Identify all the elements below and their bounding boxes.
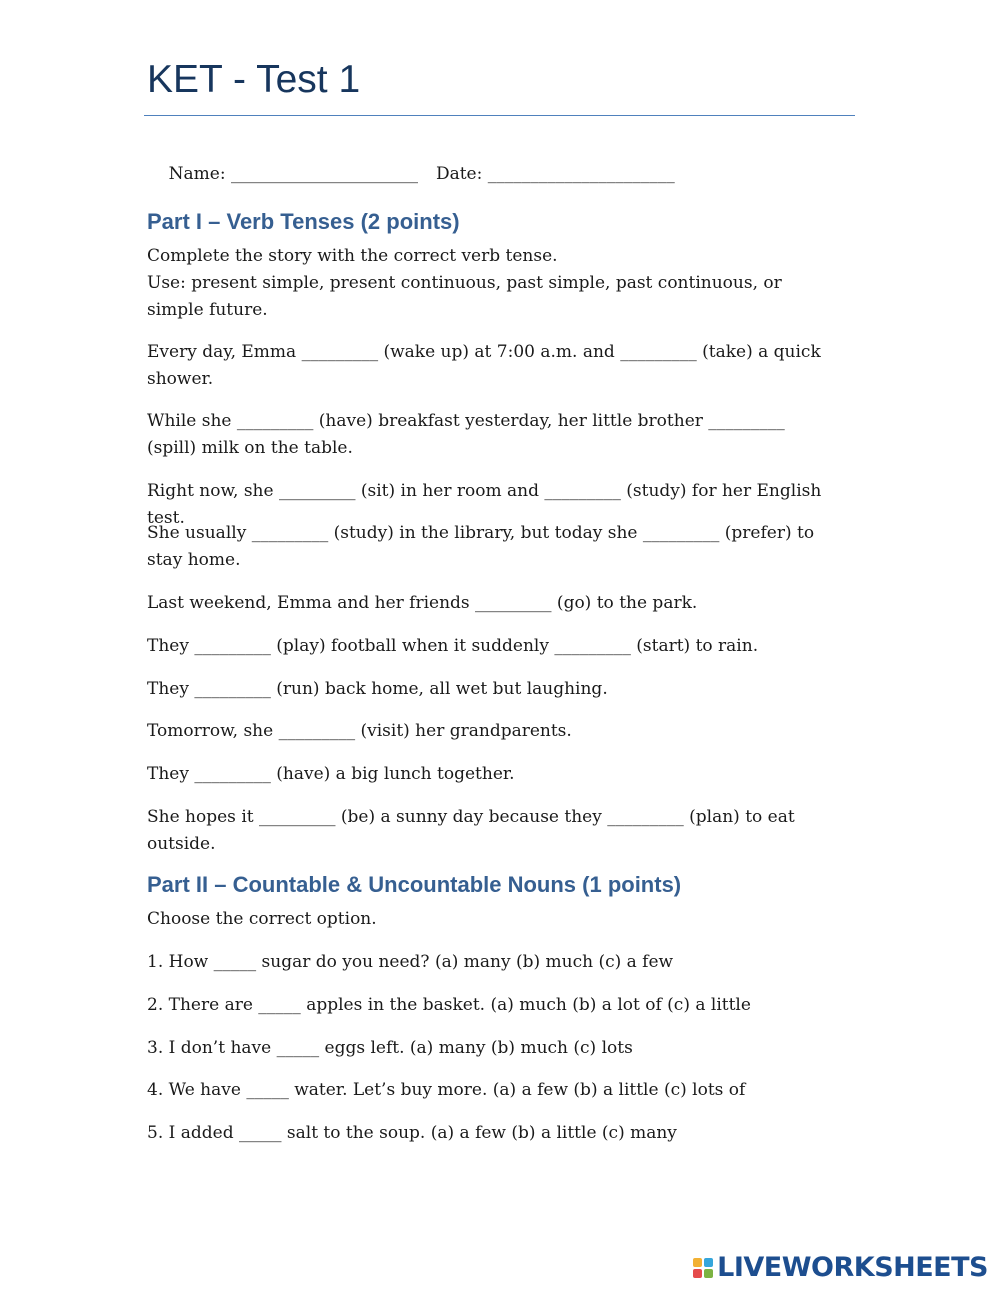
part2-instructions: Choose the correct option. <box>147 909 377 929</box>
logo-square <box>704 1269 713 1278</box>
part1-item: Right now, she _________ (sit) in her room and _________ (study) for her English test. <box>147 481 822 528</box>
part2-item: 1. How _____ sugar do you need? (a) many (b) much (c) a few <box>147 952 674 972</box>
title-divider <box>144 115 855 116</box>
part1-item: She hopes it _________ (be) a sunny day because they _________ (plan) to eat outside. <box>147 807 795 854</box>
part1-item: Every day, Emma _________ (wake up) at 7:00 a.m. and _________ (take) a quick shower. <box>147 342 821 389</box>
part1-heading: Part I – Verb Tenses (2 points) <box>147 209 460 234</box>
logo-square <box>693 1269 702 1278</box>
date-field: Date: ______________________ <box>435 164 675 184</box>
part1-item: They _________ (play) football when it suddenly _________ (start) to rain. <box>147 636 759 656</box>
part2-item: 5. I added _____ salt to the soup. (a) a few (b) a little (c) many <box>147 1123 677 1143</box>
part1-item: While she _________ (have) breakfast yesterday, her little brother _________ (spill) milk on the table. <box>147 411 785 458</box>
part1-instructions-1: Complete the story with the correct verb tense. <box>147 246 558 266</box>
part2-heading: Part II – Countable & Uncountable Nouns (1 points) <box>147 872 682 897</box>
part1-item: They _________ (have) a big lunch together. <box>147 764 515 784</box>
part1-item: She usually _________ (study) in the library, but today she _________ (prefer) to stay home. <box>147 523 815 570</box>
part2-item: 4. We have _____ water. Let’s buy more. (a) a few (b) a little (c) lots of <box>147 1080 746 1100</box>
part2-item: 2. There are _____ apples in the basket. (a) much (b) a lot of (c) a little <box>147 995 751 1015</box>
logo-text: LIVEWORKSHEETS <box>717 1252 988 1283</box>
part1-item: Last weekend, Emma and her friends _________ (go) to the park. <box>147 593 698 613</box>
liveworksheets-logo <box>693 1252 988 1283</box>
liveworksheets-logo-icon <box>693 1258 713 1278</box>
part1-item: Tomorrow, she _________ (visit) her grandparents. <box>147 721 572 741</box>
part1-item: They _________ (run) back home, all wet but laughing. <box>147 679 608 699</box>
part2-item: 3. I don’t have _____ eggs left. (a) many (b) much (c) lots <box>147 1038 633 1058</box>
logo-square <box>704 1258 713 1267</box>
name-field: Name: ______________________ <box>168 164 418 184</box>
logo-square <box>693 1258 702 1267</box>
name-date-line <box>147 144 693 204</box>
part1-instructions-2: Use: present simple, present continuous, past simple, past continuous, or simple future. <box>147 273 782 320</box>
document-title: KET - Test 1 <box>147 58 361 101</box>
